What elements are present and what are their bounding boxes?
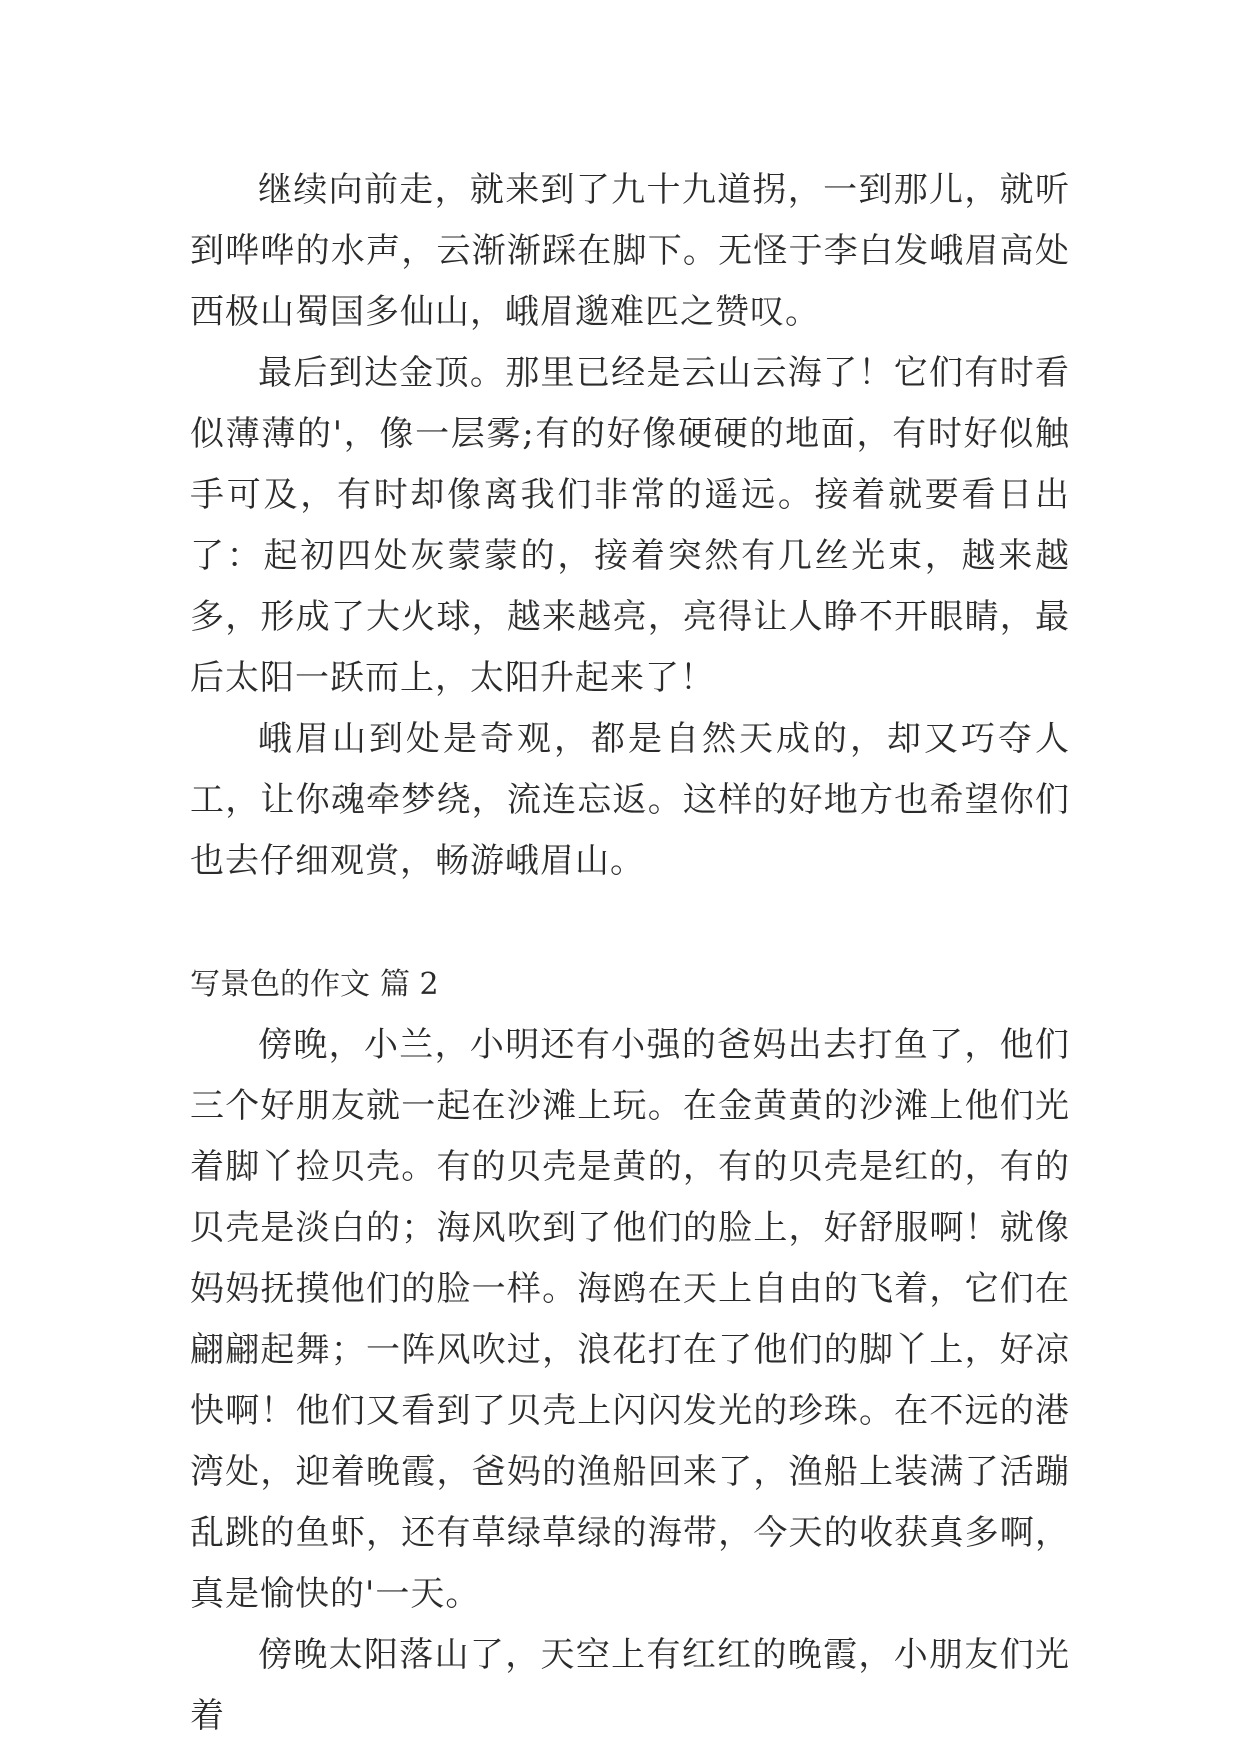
section-heading-number: 篇 2: [380, 967, 439, 1002]
document-body: [190, 160, 1070, 1747]
paragraph: 傍晚，小兰，小明还有小强的爸妈出去打鱼了，他们三个好朋友就一起在沙滩上玩。在金黄黄的沙滩上他们光着脚丫捡贝壳。有的贝壳是黄的，有的贝壳是红的，有的贝壳是淡白的；海风吹到了他们的脸上，好舒服啊！就像妈妈抚摸他们的脸一样。海鸥在天上自由的飞着，它们在翩翩起舞；一阵风吹过，浪花打在了他们的脚丫上，好凉快啊！他们又看到了贝壳上闪闪发光的珍珠。在不远的港湾处，迎着晚霞，爸妈的渔船回来了，渔船上装满了活蹦乱跳的鱼虾，还有草绿草绿的海带，今天的收获真多啊，真是愉快的'一天。: [190, 1025, 1070, 1614]
paragraph: 最后到达金顶。那里已经是云山云海了！它们有时看似薄薄的'，像一层雾;有的好像硬硬的地面，有时好似触手可及，有时却像离我们非常的遥远。接着就要看日出了：起初四处灰蒙蒙的，接着突然有几丝光束，越来越多，形成了大火球，越来越亮，亮得让人睁不开眼睛，最后太阳一跃而上，太阳升起来了！: [190, 353, 1070, 698]
section-heading: [190, 954, 1070, 1015]
paragraph: 峨眉山到处是奇观，都是自然天成的，却又巧夺人工，让你魂牵梦绕，流连忘返。这样的好地方也希望你们也去仔细观赏，畅游峨眉山。: [190, 719, 1070, 881]
paragraph: 继续向前走，就来到了九十九道拐，一到那儿，就听到哗哗的水声，云渐渐踩在脚下。无怪于李白发峨眉高处西极山蜀国多仙山，峨眉邈难匹之赞叹。: [190, 170, 1070, 332]
paragraph: 傍晚太阳落山了，天空上有红红的晚霞，小朋友们光着: [190, 1635, 1070, 1736]
section-heading-title: 写景色的作文: [190, 967, 370, 1002]
